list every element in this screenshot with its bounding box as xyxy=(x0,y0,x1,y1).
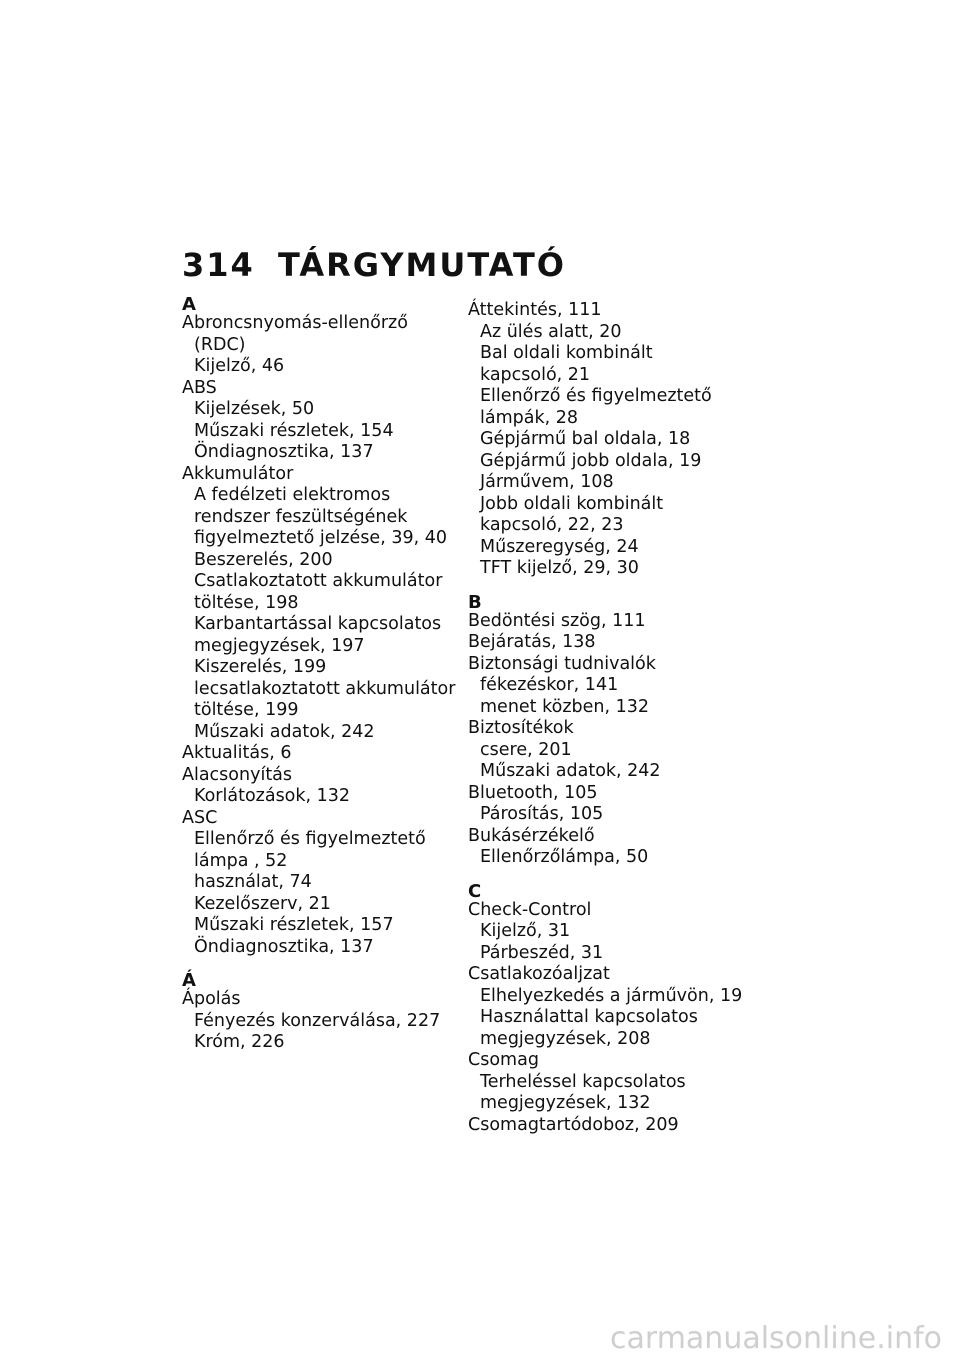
index-subentry: Karbantartással kapcsolatos xyxy=(194,614,442,634)
index-subentry: Gépjármű jobb oldala, 19 xyxy=(480,450,702,471)
index-entry: Biztonsági tudnivalók xyxy=(468,653,656,674)
section-letter: Á xyxy=(182,970,196,991)
index-subentry: megjegyzések, 197 xyxy=(194,635,365,656)
index-subentry: Króm, 226 xyxy=(194,1032,285,1052)
index-entry: Bukásérzékelő xyxy=(468,825,595,846)
index-entry: Csomagtartódoboz, 209 xyxy=(468,1114,679,1135)
page-number: 314 xyxy=(182,246,255,284)
watermark: carmanualsonline.info xyxy=(610,1321,942,1356)
index-subentry: Fényezés konzerválása, 227 xyxy=(194,1010,441,1031)
index-subentry: lámpák, 28 xyxy=(480,407,578,428)
index-subentry: Műszaki részletek, 157 xyxy=(194,915,394,935)
index-subentry: Párbeszéd, 31 xyxy=(480,942,604,963)
index-subentry: Kiszerelés, 199 xyxy=(194,657,327,677)
index-subentry: Elhelyezkedés a járművön, 19 xyxy=(480,985,743,1006)
index-subentry: Beszerelés, 200 xyxy=(194,549,333,570)
index-entry: Akkumulátor xyxy=(182,463,294,484)
index-subentry: Terheléssel kapcsolatos xyxy=(480,1071,686,1092)
index-subentry: Kezelőszerv, 21 xyxy=(194,893,331,914)
index-subentry: Kijelző, 46 xyxy=(194,356,285,376)
index-entry: Ápolás xyxy=(182,989,241,1009)
index-subentry: kapcsoló, 21 xyxy=(480,364,591,385)
index-subentry: A fedélzeti elektromos xyxy=(194,485,391,505)
section-letter: C xyxy=(468,880,482,902)
index-entry: Áttekintés, 111 xyxy=(468,300,602,320)
index-entry: ABS xyxy=(182,377,217,398)
index-subentry: lecsatlakoztatott akkumulátor xyxy=(194,678,456,699)
index-subentry: Műszeregység, 24 xyxy=(480,536,639,557)
index-subentry: (RDC) xyxy=(194,334,246,355)
index-entry: Alacsonyítás xyxy=(182,764,293,785)
index-subentry: Csatlakoztatott akkumulátor xyxy=(194,571,443,591)
index-subentry: Ellenőrző és figyelmeztető xyxy=(480,386,712,406)
index-entry: Aktualitás, 6 xyxy=(182,743,292,763)
index-subentry: Használattal kapcsolatos xyxy=(480,1007,698,1027)
index-subentry: kapcsoló, 22, 23 xyxy=(480,515,624,535)
index-subentry: Az ülés alatt, 20 xyxy=(480,321,622,342)
index-subentry: lámpa , 52 xyxy=(194,850,288,871)
index-subentry: Kijelző, 31 xyxy=(480,921,571,941)
index-entry: Biztosítékok xyxy=(468,718,574,738)
index-subentry: használat, 74 xyxy=(194,872,312,892)
index-entry: Bedöntési szög, 111 xyxy=(468,610,646,631)
index-entry: Bejáratás, 138 xyxy=(468,632,596,652)
index-subentry: TFT kijelző, 29, 30 xyxy=(480,558,639,578)
index-subentry: Jobb oldali kombinált xyxy=(480,493,664,514)
index-subentry: Ellenőrzőlámpa, 50 xyxy=(480,847,649,867)
index-subentry: Kijelzések, 50 xyxy=(194,399,315,419)
index-subentry: Párosítás, 105 xyxy=(480,804,604,824)
index-subentry: Öndiagnosztika, 137 xyxy=(194,442,374,462)
page-title: TÁRGYMUTATÓ xyxy=(278,246,566,284)
section-letter: B xyxy=(468,591,482,613)
index-subentry: Járművem, 108 xyxy=(480,472,614,492)
index-subentry: csere, 201 xyxy=(480,739,572,760)
index-subentry: töltése, 198 xyxy=(194,592,299,613)
index-subentry: töltése, 199 xyxy=(194,700,299,720)
index-subentry: Gépjármű bal oldala, 18 xyxy=(480,429,691,449)
index-entry: Bluetooth, 105 xyxy=(468,782,598,803)
index-subentry: megjegyzések, 208 xyxy=(480,1028,651,1049)
index-entry: Abroncsnyomás-ellenőrző xyxy=(182,313,408,333)
page-header xyxy=(182,246,566,284)
index-entry: Csatlakozóaljzat xyxy=(468,964,610,984)
index-entry: Check-Control xyxy=(468,899,592,920)
index-subentry: rendszer feszültségének xyxy=(194,506,408,527)
index-subentry: Korlátozások, 132 xyxy=(194,786,351,806)
index-entry: Csomag xyxy=(468,1050,539,1070)
index-subentry: megjegyzések, 132 xyxy=(480,1093,651,1113)
index-column-left xyxy=(182,296,472,1054)
index-entry: ASC xyxy=(182,807,218,828)
index-subentry: figyelmeztető jelzése, 39, 40 xyxy=(194,528,447,548)
index-column-right xyxy=(468,300,758,1136)
index-subentry: Öndiagnosztika, 137 xyxy=(194,936,374,957)
index-subentry: Műszaki adatok, 242 xyxy=(194,721,375,742)
section-letter: A xyxy=(182,294,196,315)
index-subentry: Műszaki adatok, 242 xyxy=(480,761,661,781)
index-subentry: fékezéskor, 141 xyxy=(480,675,619,695)
index-subentry: menet közben, 132 xyxy=(480,696,649,717)
index-subentry: Ellenőrző és figyelmeztető xyxy=(194,829,426,849)
index-subentry: Bal oldali kombinált xyxy=(480,343,653,363)
index-subentry: Műszaki részletek, 154 xyxy=(194,420,394,441)
